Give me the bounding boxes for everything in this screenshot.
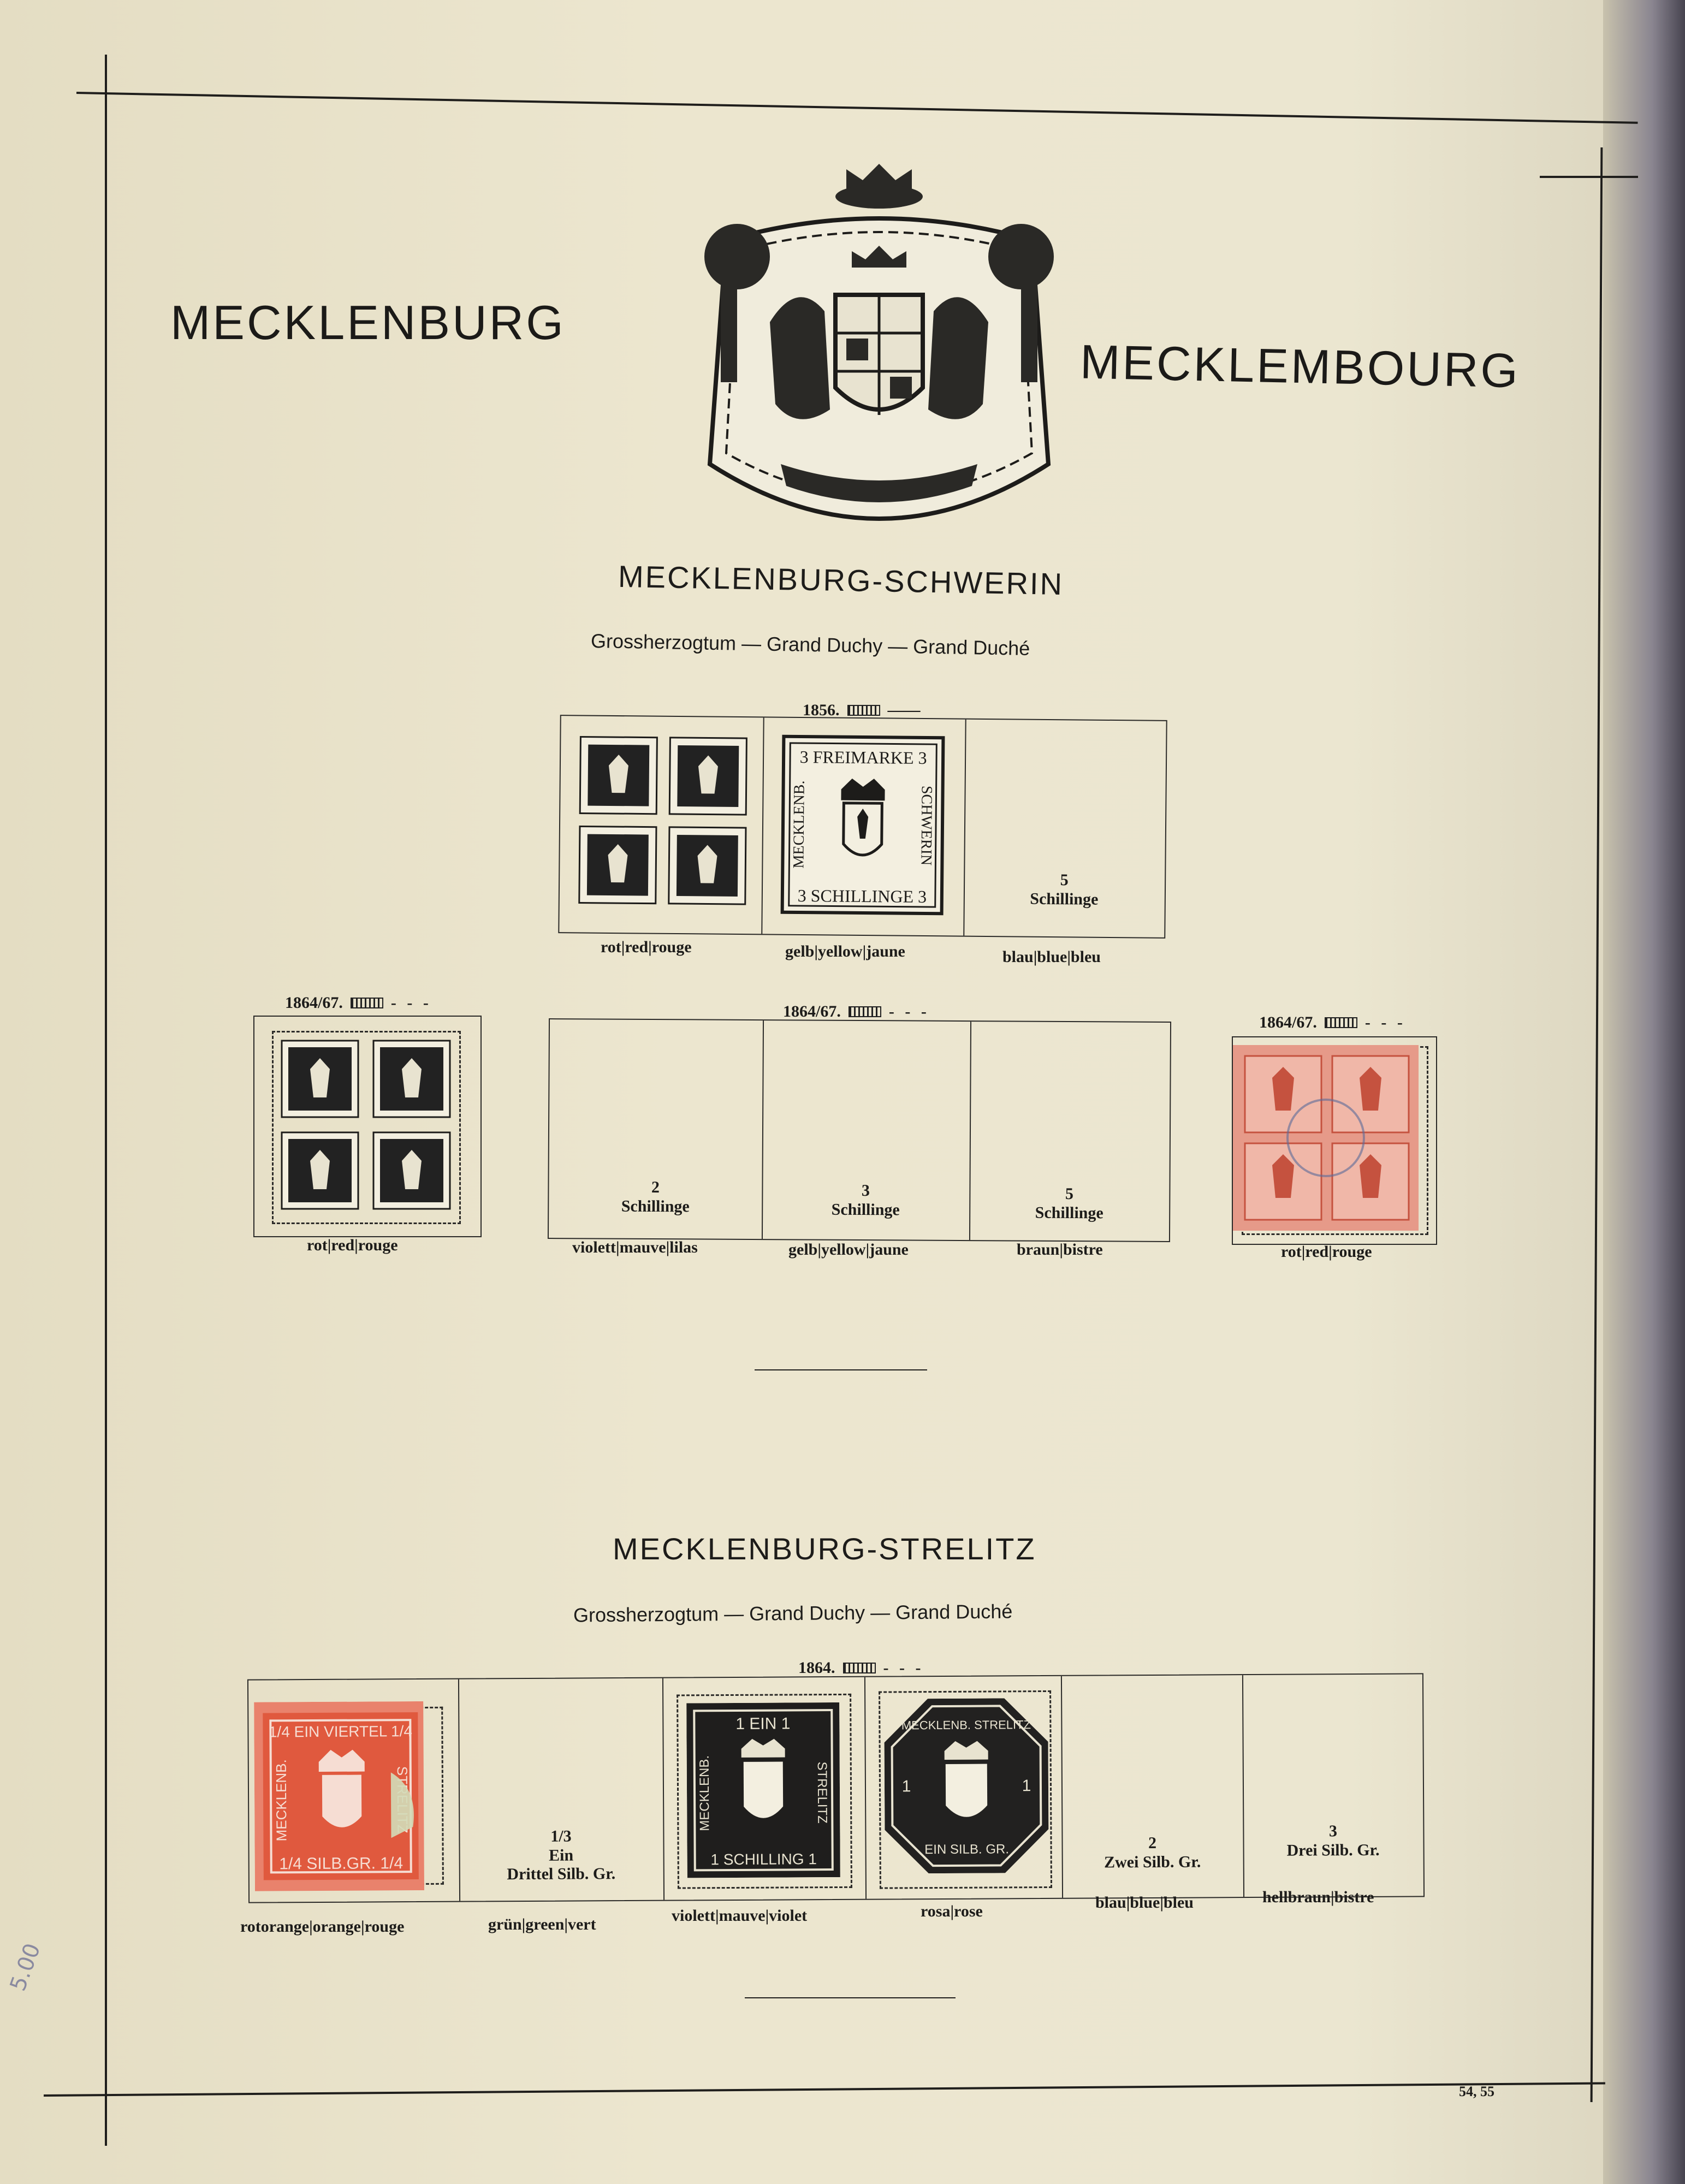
svg-text:1: 1 xyxy=(901,1777,911,1796)
issue-header-1864-left xyxy=(285,994,432,1012)
issue-dash: —— xyxy=(887,701,921,719)
issue-header-1864-center xyxy=(783,1002,930,1021)
stamp-value xyxy=(549,1178,762,1216)
issue-dash: - - - xyxy=(888,1002,930,1020)
stamp-color-label: blau|blue|bleu xyxy=(1002,948,1101,966)
value-number: 5 xyxy=(1065,1184,1073,1203)
catalog-bar-icon xyxy=(1325,1017,1357,1028)
stamp-cell xyxy=(761,717,966,935)
stamp-color-label: braun|bistre xyxy=(1017,1241,1103,1259)
coat-of-arms-image xyxy=(688,158,1070,551)
stamp-value xyxy=(762,1181,969,1220)
stamp-value xyxy=(1061,1833,1243,1872)
issue-dash: - - - xyxy=(883,1659,924,1677)
stamp-cell xyxy=(662,1677,867,1900)
stamp-cell xyxy=(248,1679,460,1902)
stamp-block-of-four-black xyxy=(575,732,751,909)
stamp-cell xyxy=(458,1678,664,1901)
stamp-cell xyxy=(1061,1675,1244,1898)
stamp-box-1856 xyxy=(558,715,1167,939)
stamp-quarter-silb-gr-orange xyxy=(254,1701,430,1894)
stamp-box-strelitz xyxy=(247,1673,1425,1903)
stamp-cell xyxy=(559,716,764,934)
svg-text:MECKLENB.: MECKLENB. xyxy=(697,1755,713,1831)
stamp-color-label: grün|green|vert xyxy=(488,1915,596,1933)
svg-text:1 EIN 1: 1 EIN 1 xyxy=(735,1714,791,1733)
issue-year: 1856. xyxy=(803,701,840,719)
value-number: 5 xyxy=(1060,871,1069,889)
stamp-color-label: rosa|rose xyxy=(921,1902,983,1920)
issue-year: 1864/67. xyxy=(285,994,343,1012)
country-title-german: MECKLENBURG xyxy=(170,295,566,349)
stamp-one-silb-gr-rose xyxy=(884,1698,1049,1874)
svg-text:MECKLENB.: MECKLENB. xyxy=(272,1759,290,1842)
issue-dash: - - - xyxy=(1364,1013,1406,1031)
stamp-color-label: rotorange|orange|rouge xyxy=(240,1918,405,1936)
frame-top-rule-right xyxy=(1540,176,1638,178)
stamp-box-1864-right xyxy=(1232,1036,1437,1245)
stamp-3-schillinge-yellow xyxy=(780,734,946,916)
svg-text:1/4 EIN VIERTEL 1/4: 1/4 EIN VIERTEL 1/4 xyxy=(268,1723,413,1741)
stamp-color-label: hellbraun|bistre xyxy=(1262,1888,1374,1906)
album-spine-edge xyxy=(1603,0,1685,2184)
svg-text:1 SCHILLING 1: 1 SCHILLING 1 xyxy=(710,1850,817,1868)
svg-text:1/4 SILB.GR. 1/4: 1/4 SILB.GR. 1/4 xyxy=(279,1854,404,1873)
issue-year: 1864/67. xyxy=(1259,1013,1317,1031)
frame-left-rule xyxy=(105,55,107,2146)
stamp-cell xyxy=(963,720,1166,937)
stamp-block-of-four-black xyxy=(278,1037,453,1212)
stamp-one-schilling-violet xyxy=(686,1702,840,1878)
catalog-bar-icon xyxy=(847,705,880,716)
value-number: 1/3 xyxy=(550,1827,572,1845)
svg-text:MECKLENB. STRELITZ: MECKLENB. STRELITZ xyxy=(901,1718,1031,1732)
stamp-color-label: rot|red|rouge xyxy=(307,1236,398,1254)
issue-dash: - - - xyxy=(390,994,432,1012)
section-subtitle-schwerin: Grossherzogtum — Grand Duchy — Grand Duché xyxy=(590,629,1030,660)
stamp-cell xyxy=(864,1676,1063,1899)
svg-text:SCHWERIN: SCHWERIN xyxy=(917,785,935,866)
stamp-color-label: gelb|yellow|jaune xyxy=(785,942,905,960)
stamp-value xyxy=(969,1184,1169,1223)
stamp-color-label: blau|blue|bleu xyxy=(1095,1894,1194,1912)
value-number: 3 xyxy=(1328,1822,1338,1841)
svg-text:STRELITZ: STRELITZ xyxy=(814,1761,830,1824)
value-number: 2 xyxy=(651,1178,660,1197)
section-title-strelitz: MECKLENBURG-STRELITZ xyxy=(613,1532,1036,1566)
catalog-bar-icon xyxy=(843,1663,876,1673)
stamp-value xyxy=(459,1827,663,1884)
issue-header-1864-strelitz xyxy=(798,1659,924,1677)
section-divider xyxy=(755,1369,927,1370)
pencil-price-note: 5.00 xyxy=(5,1940,46,1995)
section-divider xyxy=(745,1997,956,1998)
stamp-color-label: violett|mauve|violet xyxy=(672,1907,808,1925)
section-title-schwerin: MECKLENBURG-SCHWERIN xyxy=(618,559,1064,602)
stamp-cell xyxy=(1242,1674,1423,1897)
issue-year: 1864. xyxy=(798,1659,835,1677)
stamp-color-label: rot|red|rouge xyxy=(601,938,692,956)
value-number: 2 xyxy=(1148,1833,1157,1853)
section-subtitle-strelitz: Grossherzogtum — Grand Duchy — Grand Duché xyxy=(573,1600,1013,1627)
catalog-bar-icon xyxy=(351,998,383,1008)
value-unit: Schillinge xyxy=(1035,1203,1103,1222)
stamp-cell xyxy=(549,1019,764,1239)
value-line: Drittel Silb. Gr. xyxy=(507,1865,616,1884)
value-unit: Schillinge xyxy=(831,1200,900,1219)
svg-text:1: 1 xyxy=(1022,1777,1031,1795)
value-number: 3 xyxy=(861,1182,870,1200)
stamp-block-of-four-red xyxy=(1233,1045,1419,1231)
catalog-bar-icon xyxy=(849,1006,881,1017)
stamp-color-label: rot|red|rouge xyxy=(1281,1243,1372,1261)
stamp-color-label: gelb|yellow|jaune xyxy=(788,1241,909,1259)
value-unit: Schillinge xyxy=(621,1197,690,1215)
svg-text:3 SCHILLINGE 3: 3 SCHILLINGE 3 xyxy=(797,885,927,907)
svg-text:3 FREIMARKE 3: 3 FREIMARKE 3 xyxy=(799,746,927,768)
svg-text:MECKLENB.: MECKLENB. xyxy=(790,780,808,869)
page-number: 54, 55 xyxy=(1459,2084,1494,2099)
stamp-value xyxy=(964,870,1165,910)
stamp-color-label: violett|mauve|lilas xyxy=(572,1238,698,1256)
issue-header-1864-right xyxy=(1259,1013,1406,1032)
country-title-french: MECKLEMBOURG xyxy=(1079,334,1521,398)
stamp-cell xyxy=(762,1020,971,1240)
stamp-cell xyxy=(969,1022,1170,1241)
stamp-box-1864-left xyxy=(253,1016,482,1237)
value-unit: Zwei Silb. Gr. xyxy=(1103,1853,1201,1871)
stamp-box-1864-center xyxy=(548,1018,1171,1242)
value-unit: Drei Silb. Gr. xyxy=(1286,1841,1380,1860)
svg-text:EIN SILB. GR.: EIN SILB. GR. xyxy=(924,1842,1010,1857)
value-unit: Schillinge xyxy=(1030,889,1099,909)
issue-year: 1864/67. xyxy=(783,1002,841,1020)
value-line: Ein xyxy=(549,1846,574,1865)
stamp-value xyxy=(1243,1821,1423,1860)
